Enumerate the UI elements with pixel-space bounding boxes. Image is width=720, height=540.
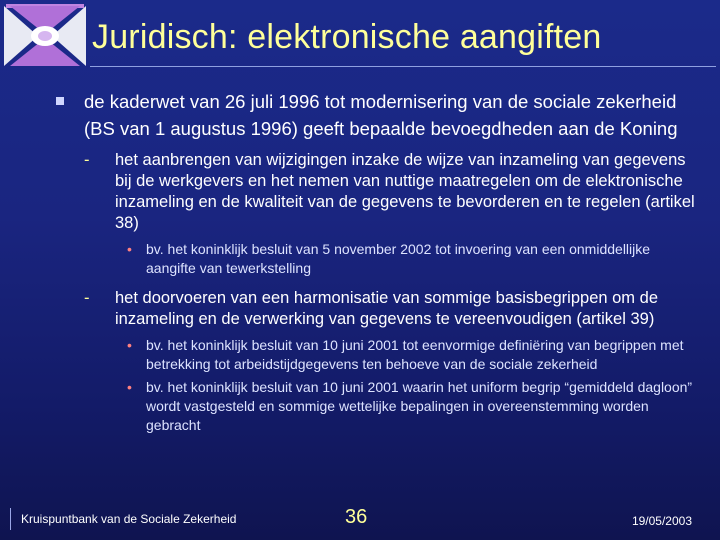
decorative-x-logo-icon — [0, 0, 90, 72]
title-underline — [90, 66, 716, 67]
dot-marker-icon: • — [127, 337, 132, 353]
dash-marker: - — [84, 151, 90, 169]
example-text: bv. het koninklijk besluit van 10 juni 2001 waarin het uniform begrip “gemiddeld dagloon” wordt vastgesteld en sommige wettelijke bepalingen in overeenstemming worden gebracht — [146, 379, 693, 433]
sub-bullet-text: het doorvoeren van een harmonisatie van sommige basisbegrippen om de inzameling en de verwerking van gegevens te vereenvoudigen (artikel 39) — [115, 289, 658, 328]
bullet-level1 — [56, 88, 696, 142]
footer-organization: Kruispuntbank van de Sociale Zekerheid — [10, 508, 236, 530]
dash-marker: - — [84, 289, 90, 307]
bullet-level3 — [125, 240, 696, 278]
bullet-text: de kaderwet van 26 juli 1996 tot modernisering van de sociale zekerheid (BS van 1 augustus 1996) geeft bepaalde bevoegdheden aan de Koning — [84, 91, 678, 139]
sub-bullet-text: het aanbrengen van wijzigingen inzake de wijze van inzameling van gegevens bij de werkgevers en het nemen van nuttige maatregelen om de elektronische inzameling en de kwaliteit van de gegevens te bevorderen en te regelen (artikel 38) — [115, 151, 695, 232]
bullet-level3 — [125, 336, 696, 374]
slide-content — [56, 88, 696, 435]
dot-marker-icon: • — [127, 379, 132, 395]
bullet-level2 — [84, 288, 696, 330]
page-number: 36 — [345, 506, 368, 528]
example-text: bv. het koninklijk besluit van 5 november 2002 tot invoering van een onmiddellijke aangifte van tewerkstelling — [146, 241, 651, 276]
dot-marker-icon: • — [127, 241, 132, 257]
square-bullet-icon — [56, 97, 64, 105]
example-text: bv. het koninklijk besluit van 10 juni 2001 tot eenvormige definiëring van begrippen met betrekking tot arbeidstijdgegevens ten behoeve van de sociale zekerheid — [146, 337, 684, 372]
bullet-level2 — [84, 150, 696, 234]
slide-title: Juridisch: elektronische aangiften — [92, 18, 602, 56]
bullet-level3 — [125, 378, 696, 435]
footer-date: 19/05/2003 — [631, 514, 692, 528]
